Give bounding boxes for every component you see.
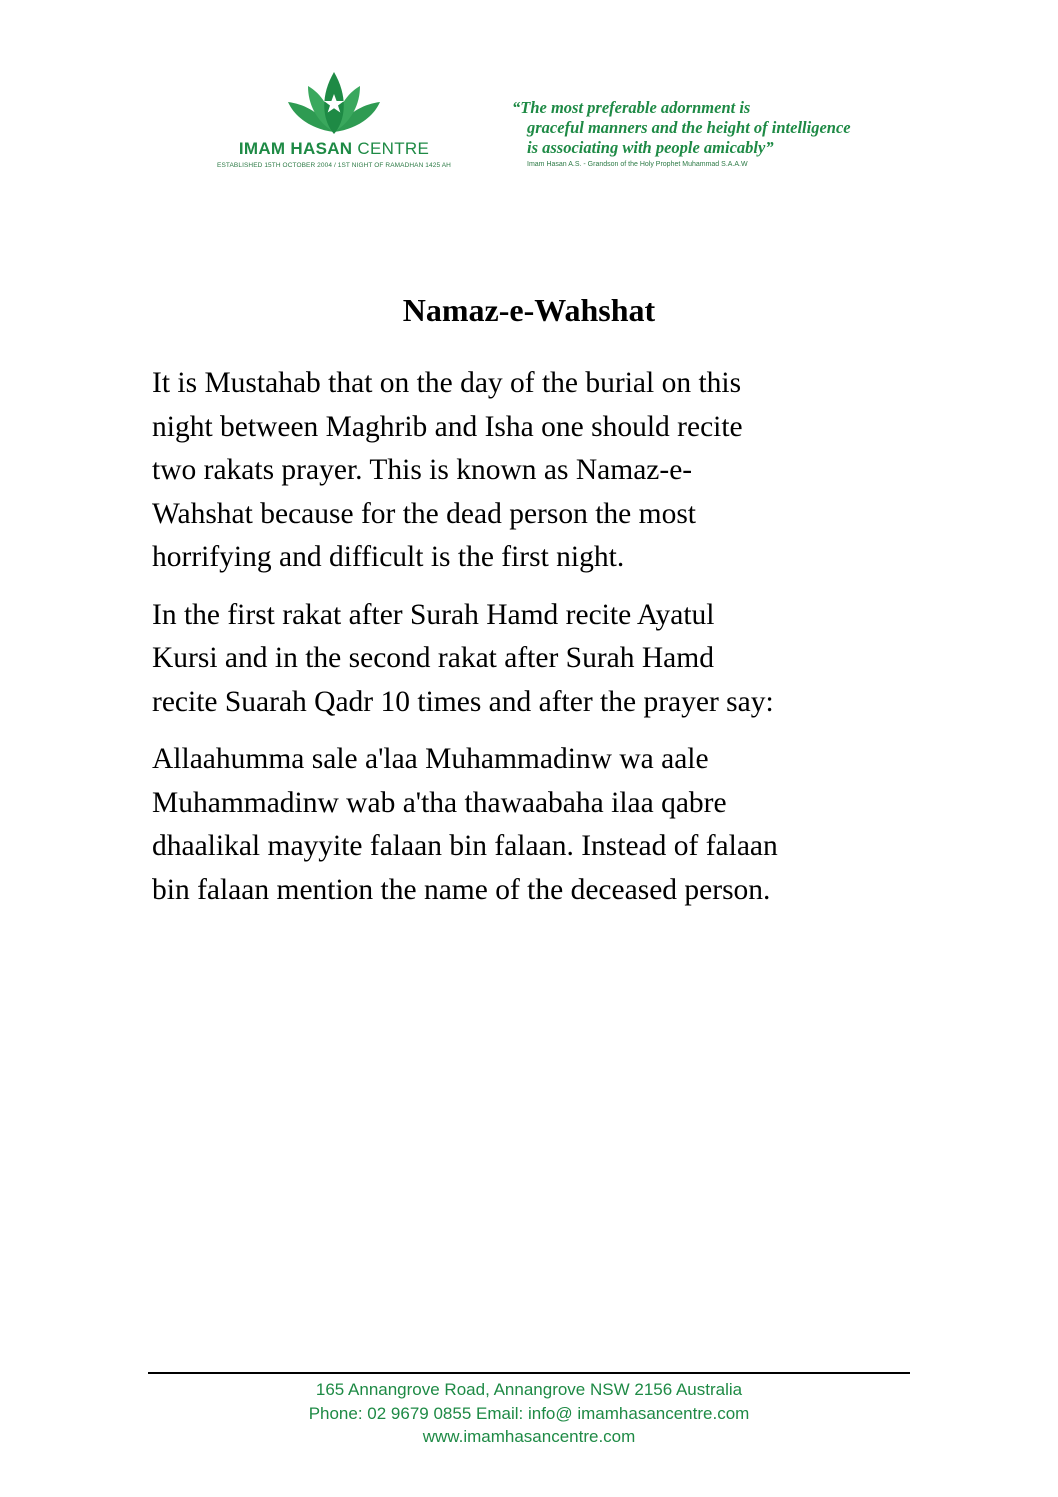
- footer-divider: [148, 1372, 910, 1374]
- body-paragraph: It is Mustahab that on the day of the burial on this night between Maghrib and Isha one should recite two rakats prayer. This is known as Namaz-e- Wahshat because for the dead person the most horrifying and difficult is the first night.: [152, 367, 743, 573]
- quote-line: is associating with people amicably”: [527, 138, 774, 157]
- footer-website: www.imamhasancentre.com: [422, 1427, 636, 1446]
- body-paragraph: In the first rakat after Surah Hamd recite Ayatul Kursi and in the second rakat after Surah Hamd recite Suarah Qadr 10 times and after the prayer say:: [152, 598, 774, 718]
- document-title: Namaz-e-Wahshat: [402, 292, 656, 328]
- footer-contact: Phone: 02 9679 0855 Email: info@ imamhasancentre.com: [308, 1403, 750, 1423]
- established-note: ESTABLISHED 15TH OCTOBER 2004 / 1ST NIGHT OF RAMADHAN 1425 AH: [217, 162, 451, 169]
- footer-address: 165 Annangrove Road, Annangrove NSW 2156 Australia: [315, 1380, 743, 1399]
- page-footer: [0, 1378, 1058, 1449]
- quote-line: “The most preferable adornment is: [512, 98, 751, 117]
- quote-line: graceful manners and the height of intelligence: [527, 118, 851, 137]
- body-paragraph: Allaahumma sale a'laa Muhammadinw wa aale Muhammadinw wab a'tha thawaabaha ilaa qabre dhaalikal mayyite falaan bin falaan. Instead of falaan bin falaan mention the name of the deceased person.: [152, 743, 778, 906]
- header-quote: [512, 98, 892, 168]
- organization-logo: [205, 68, 463, 169]
- organization-name: IMAM HASAN CENTRE: [238, 139, 430, 158]
- quote-attribution: Imam Hasan A.S. - Grandson of the Holy Prophet Muhammad S.A.A.W: [527, 161, 748, 168]
- document-body: [152, 362, 932, 926]
- lotus-star-icon: [286, 68, 382, 138]
